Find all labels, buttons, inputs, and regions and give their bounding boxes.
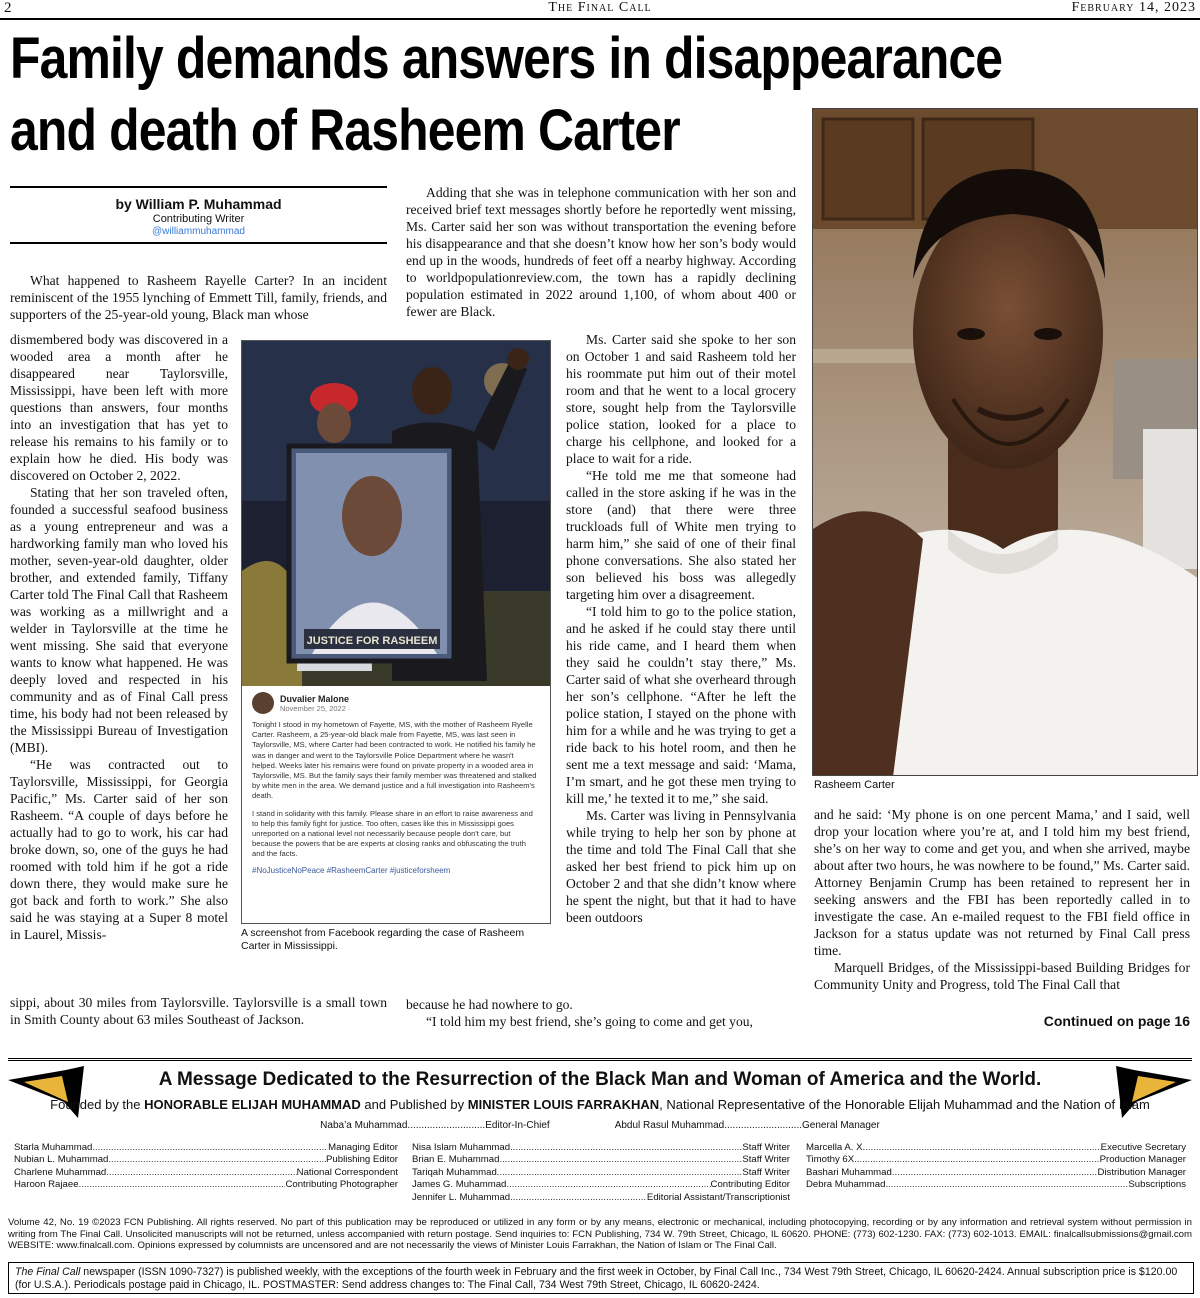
staff-row: Marcella A. X. ..... Executive Secretary: [806, 1142, 1186, 1154]
footer-title: A Message Dedicated to the Resurrection of the Black Man and Woman of America and the World.: [158, 1069, 1042, 1090]
post-date: November 25, 2022 ·: [280, 703, 351, 713]
editor-line: Naba’a Muhammad............................Editor-In-Chief Abdul Rasul Muhammad............................General Manager: [320, 1120, 880, 1131]
founder-name: HONORABLE ELIJAH MUHAMMAD: [144, 1097, 361, 1112]
staff-row: James G. Muhammad ..... Contributing Editor: [412, 1179, 790, 1191]
inset-photo-caption: A screenshot from Facebook regarding the case of Rasheem Carter in Mississippi.: [241, 927, 525, 952]
page-number: 2: [4, 0, 12, 16]
staff-row: Brian E. Muhammad ..... Staff Writer: [412, 1154, 790, 1166]
main-photo: [812, 108, 1198, 776]
article-col2-top: [406, 184, 796, 320]
article-col1-bottom: [10, 994, 387, 1028]
issn-publication-name: The Final Call: [15, 1266, 81, 1278]
staff-row: Charlene Muhammad ..... National Correspondent: [14, 1167, 398, 1179]
staff-row: Nubian L. Muhammad ..... Publishing Editor: [14, 1154, 398, 1166]
paragraph: “He was contracted out to Taylorsville, Mississippi, for Georgia Pacific,” Ms. Carter said of her son Rasheem. “A couple of days before he actually had to go to work, his car had broke down, so, one of the guys he had roomed with told him if he got a ride down there, they would make sure he got back and forth to work.” She also said he was staying at a Super 8 motel in Laurel, Missis-: [10, 757, 228, 942]
paragraph: Marquell Bridges, of the Mississippi-based Building Bridges for Community Unity and Progress, told The Final Call that: [814, 960, 1190, 992]
headline-line-1: Family demands answers in disappearance: [10, 26, 1003, 91]
article-col2-bottom: [406, 996, 796, 1030]
editor-name: Naba’a Muhammad: [320, 1120, 408, 1131]
staff-list-2: [412, 1142, 790, 1204]
article-col1-top: [10, 272, 387, 323]
editor-role: Editor-In-Chief: [485, 1120, 550, 1131]
article-col3: [814, 806, 1190, 993]
issue-date: February 14, 2023: [1071, 0, 1196, 15]
paragraph: What happened to Rasheem Rayelle Carter? In an incident reminiscent of the 1955 lynching of Emmett Till, family, friends, and supporters of the 25-year-old young, Black man whose: [10, 273, 387, 322]
founded-text: Founded by the: [50, 1097, 145, 1112]
staff-row: Jennifer L. Muhammad ..... Editorial Assistant/Transcriptionist: [412, 1192, 790, 1204]
article-col1-narrow: [10, 331, 228, 943]
staff-list-1: [14, 1142, 398, 1192]
continued-note[interactable]: Continued on page 16: [1043, 1013, 1190, 1029]
post-author[interactable]: Duvalier Malone: [280, 693, 350, 704]
manager-role: General Manager: [802, 1120, 880, 1131]
manager-name: Abdul Rasul Muhammad: [614, 1120, 725, 1131]
publication-name: The Final Call: [548, 0, 652, 15]
facebook-screenshot: [241, 340, 551, 924]
issn-text: newspaper (ISSN 1090-7327) is published weekly, with the exceptions of the fourth week in February and the first week in October, by Final Call Inc., 734 West 79th Street, Chicago, IL 60620-2424. Annual subscription price is $120.00 (for U.S.A.). Periodicals postage paid in Chicago, IL. POSTMASTER: Send address changes to: The Final Call, 734 West 79th Street, Chicago, IL 60620-2424.: [15, 1266, 1178, 1291]
issn-notice: [8, 1262, 1194, 1294]
byline: [10, 186, 387, 244]
byline-author: by William P. Muhammad: [115, 196, 282, 212]
sign-text: JUSTICE FOR RASHEEM: [306, 635, 438, 647]
staff-list-3: [806, 1142, 1186, 1192]
headline-line-2: and death of Rasheem Carter: [10, 98, 680, 163]
paragraph: Adding that she was in telephone communication with her son and received brief text messages shortly before he reportedly went missing, Ms. Carter said her son was without transportation the evening before his disappearance and that she doesn’t know how her son’s body would end up in the woods, hundreds of feet off a nearby highway. According to worldpopulationreview.com, the town has a rapidly declining population estimated in 2022 around 1,100, of whom about 400 or fewer are Black.: [406, 185, 796, 319]
byline-handle[interactable]: @williammuhammad: [152, 226, 245, 237]
paragraph: dismembered body was discovered in a wooded area a month after he disappeared near Taylorsville, Mississippi, have been left with more questions than answers, four months into an investigation that has yet to release his remains to his family or to explain how he died. His body was discovered on October 2, 2022.: [10, 332, 228, 483]
paragraph: sippi, about 30 miles from Taylorsville. Taylorsville is a small town in Smith County about 63 miles Southeast of Jackson.: [10, 995, 387, 1027]
paragraph: because he had nowhere to go.: [406, 997, 573, 1012]
paragraph: “I told him to go to the police station, and he asked if he could stay there until his ride came, and I heard them when they said he couldn’t stay there,” Ms. Carter said of what she overheard through her son’s cellphone. “After he left the police station, I stayed on the phone with him for a while and he was trying to get a ride back to his hotel room, and then he sent me a text message and said: ‘Mama, I’m smart, and he got these men trying to kill me,’ he texted it to me,” she said.: [566, 604, 796, 806]
footer-founded: [0, 1097, 1200, 1112]
staff-row: Starla Muhammad ..... Managing Editor: [14, 1142, 398, 1154]
portrait-photo-icon: [813, 109, 1198, 776]
staff-row: Bashari Muhammad ..... Distribution Manager: [806, 1167, 1186, 1179]
post-body-1: Tonight I stood in my hometown of Fayette, MS, with the mother of Rasheem Ryelle Carter. Rasheem, a 25-year-old black male from Fayette, MS, was last seen in Taylorsville, MS, where Carter had been contracted to work. He notified his family he was in danger and went to the Taylorsville Police Department where he wasn't helped. Weeks later his remains were found on private property in a wooded area in Taylorsville, MS. But the family says their family member was threatened and stalked by white men in the area. We demand justice and a full investigation into Rasheem's death.: [252, 720, 537, 801]
main-photo-caption: Rasheem Carter: [814, 779, 895, 791]
paragraph: “I told him my best friend, she’s going to come and get you,: [426, 1014, 753, 1029]
paragraph: Ms. Carter was living in Pennsylvania while trying to help her son by phone at the time and told The Final Call that she asked her best friend to pick him up on October 2 and that she didn’t know where he spent the night, but that it had to have been outdoors: [566, 808, 796, 925]
published-text: and Published by: [360, 1097, 468, 1112]
byline-role: Contributing Writer: [152, 213, 245, 225]
staff-row: Timothy 6X ..... Production Manager: [806, 1154, 1186, 1166]
vigil-photo-icon: [242, 341, 551, 686]
paragraph: “He told me me that someone had called in the store asking if he was in the store (and) that there were three truckloads full of White men trying to harm him,” she said of one of their final phone conversations. She also stated her son believed his boss was allegedly targeting him over a disagreement.: [566, 468, 796, 602]
article-col2-narrow: [566, 331, 796, 926]
staff-row: Nisa Islam Muhammad ..... Staff Writer: [412, 1142, 790, 1154]
staff-row: Debra Muhammad ..... Subscriptions: [806, 1179, 1186, 1191]
publisher-title: , National Representative of the Honorable Elijah Muhammad and the Nation of Islam: [659, 1097, 1150, 1112]
post-hashtags[interactable]: #NoJusticeNoPeace #RasheemCarter #justiceforsheem: [252, 865, 451, 875]
publisher-name: MINISTER LOUIS FARRAKHAN: [467, 1097, 660, 1112]
footer-rule: [8, 1058, 1192, 1061]
post-body-2: I stand in solidarity with this family. Please share in an effort to raise awareness and to help this family fight for justice. Too often, cases like this in Mississippi goes unreported on a national level not necessarily because people don't care, but because the powers that be are experts at closing ranks and obfuscating the truth and the facts.: [252, 808, 533, 859]
avatar[interactable]: [252, 692, 274, 714]
paragraph: Ms. Carter said she spoke to her son on October 1 and said Rasheem told her his roommate put him out of their motel room and that he went to a local grocery store, sought help from the Taylorsville police station, looked for a place to charge his cellphone, and looked for a place to wait for a ride.: [566, 332, 796, 466]
volume-notice: Volume 42, No. 19 ©2023 FCN Publishing. All rights reserved. No part of this publication may be reproduced or utilized in any form or by any means, electronic or mechanical, including photocopying, recording or by any information and retrieval system without permission in writing from The Final Call. Unsolicited manuscripts will not be returned, unless accompanied with return postage. Send inquiries to: FCN Publishing, 734 W. 79th Street, Chicago, IL 60620. PHONE: (773) 602-1230. FAX: (773) 602-1013. EMAIL: finalcallsubmissions@gmail.com WEBSITE: www.finalcall.com. Opinions expressed by columnists are uncensored and are not necessarily the views of Minister Louis Farrakhan, the Nation of Islam or The Final Call.: [8, 1217, 1192, 1251]
staff-row: Tariqah Muhammad ..... Staff Writer: [412, 1167, 790, 1179]
paragraph: Stating that her son traveled often, founded a successful seafood business as a young entrepreneur and was a hardworking family man who loved his mother, seven-year-old daughter, older brother, and extended family, Tiffany Carter told The Final Call that Rasheem was working as a millwright and a welder in Taylorsville at the time he went missing. She said that everyone wants to know what happened. He was deeply loved and respected in his community and as of Final Call press time, his body had not been released by the Mississippi Bureau of Investigation (MBI).: [10, 485, 228, 755]
facebook-post: [242, 686, 550, 881]
staff-row: Haroon Rajaee ..... Contributing Photographer: [14, 1179, 398, 1191]
paragraph: and he said: ‘My phone is on one percent Mama,’ and I said, well drop your location where you’re at, and I told him my best friend, she’s on her way to come and get you, and when she arrived, maybe about after two hours, he was nowhere to be found,” Ms. Carter said. Attorney Benjamin Crump has been retained to represent her in seeking answers and the FBI has been reportedly called in to investigate the case. An e-mailed request to the FBI field office in Jackson for a status update was not returned by Final Call press time.: [814, 807, 1190, 958]
